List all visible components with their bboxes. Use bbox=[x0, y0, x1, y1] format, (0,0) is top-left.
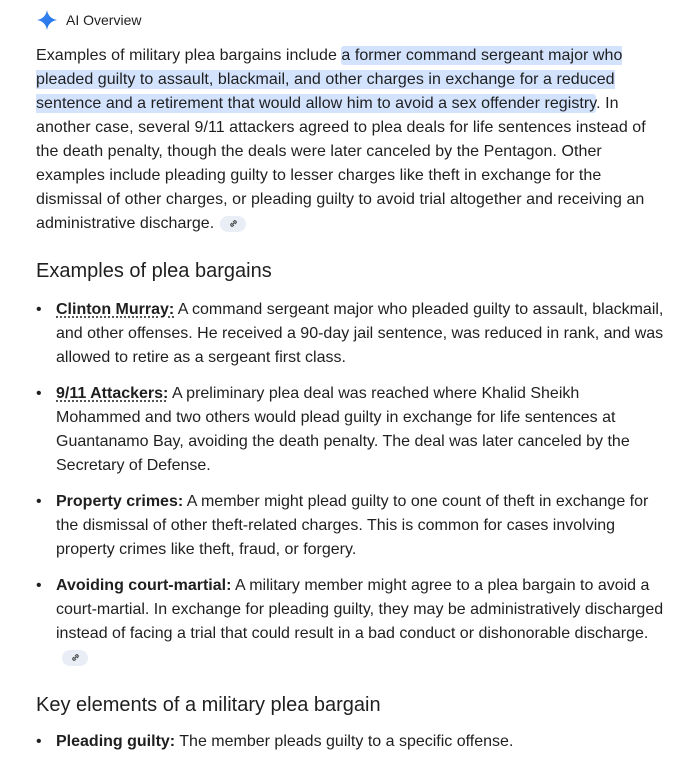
key-element-term: Pleading guilty: bbox=[56, 733, 176, 750]
list-item: • Avoiding court-martial: A military member might agree to a plea bargain to avoid a court-martial. In exchange for pleading guilty, they may be administratively discharged instead of facing a trial that could result in a bad conduct or dishonorable discharge. bbox=[36, 574, 668, 670]
link-icon bbox=[70, 652, 81, 663]
examples-list bbox=[36, 298, 668, 670]
example-term: Property crimes: bbox=[56, 493, 184, 510]
list-item: • Property crimes: A member might plead guilty to one count of theft in exchange for the dismissal of other theft-related charges. This is common for cases involving property crimes like theft, fraud, or forgery. bbox=[36, 493, 649, 558]
example-text: A command sergeant major who pleaded guilty to assault, blackmail, and other offenses. He received a 90-day jail sentence, was reduced in rank, and was allowed to retire as a sergeant first class. bbox=[56, 301, 664, 366]
source-link-chip[interactable] bbox=[220, 216, 246, 232]
example-text: A preliminary plea deal was reached where Khalid Sheikh Mohammed and two others would plead guilty in exchange for life sentences at Guantanamo Bay, avoiding the death penalty. The deal was later canceled by the Secretary of Defense. bbox=[56, 385, 630, 474]
ai-overview-header bbox=[36, 8, 141, 32]
intro-text-before: Examples of military plea bargains include bbox=[36, 47, 342, 64]
list-item: • Pleading guilty: The member pleads guilty to a specific offense. bbox=[36, 733, 514, 750]
example-term: Avoiding court-martial: bbox=[56, 577, 232, 594]
key-elements-list bbox=[36, 730, 668, 754]
examples-heading: Examples of plea bargains bbox=[36, 260, 272, 282]
example-term-link[interactable]: 9/11 Attackers: bbox=[56, 385, 169, 402]
gemini-spark-icon bbox=[36, 9, 58, 31]
key-elements-heading: Key elements of a military plea bargain bbox=[36, 694, 381, 716]
source-link-chip[interactable] bbox=[62, 650, 88, 666]
overview-content bbox=[36, 44, 668, 766]
example-term-link[interactable]: Clinton Murray: bbox=[56, 301, 175, 318]
list-item: • 9/11 Attackers: A preliminary plea deal was reached where Khalid Sheikh Mohammed and two others would plead guilty in exchange for life sentences at Guantanamo Bay, avoiding the death penalty. The deal was later canceled by the Secretary of Defense. bbox=[36, 385, 630, 474]
key-element-text: The member pleads guilty to a specific offense. bbox=[175, 733, 514, 750]
intro-paragraph bbox=[36, 44, 668, 236]
intro-highlight[interactable]: a former command sergeant major who pleaded guilty to assault, blackmail, and other charges in exchange for a reduced sentence and a retirement that would allow him to avoid a sex offender registry bbox=[36, 47, 623, 112]
list-item: • Clinton Murray: A command sergeant major who pleaded guilty to assault, blackmail, and other offenses. He received a 90-day jail sentence, was reduced in rank, and was allowed to retire as a sergeant first class. bbox=[36, 301, 664, 366]
example-text: A military member might agree to a plea bargain to avoid a court-martial. In exchange for pleading guilty, they may be administratively discharged instead of facing a trial that could result in a bad conduct or dishonorable discharge. bbox=[56, 577, 664, 642]
intro-text-after: . In another case, several 9/11 attackers agreed to plea deals for life sentences instead of the death penalty, though the deals were later canceled by the Pentagon. Other examples include pleading guilty to lesser charges like theft in exchange for the dismissal of other charges, or pleading guilty to avoid trial altogether and receiving an administrative discharge. bbox=[36, 95, 646, 232]
link-icon bbox=[228, 218, 239, 229]
example-text: A member might plead guilty to one count of theft in exchange for the dismissal of other theft-related charges. This is common for cases involving property crimes like theft, fraud, or forgery. bbox=[56, 493, 649, 558]
ai-overview-title: AI Overview bbox=[66, 12, 142, 28]
